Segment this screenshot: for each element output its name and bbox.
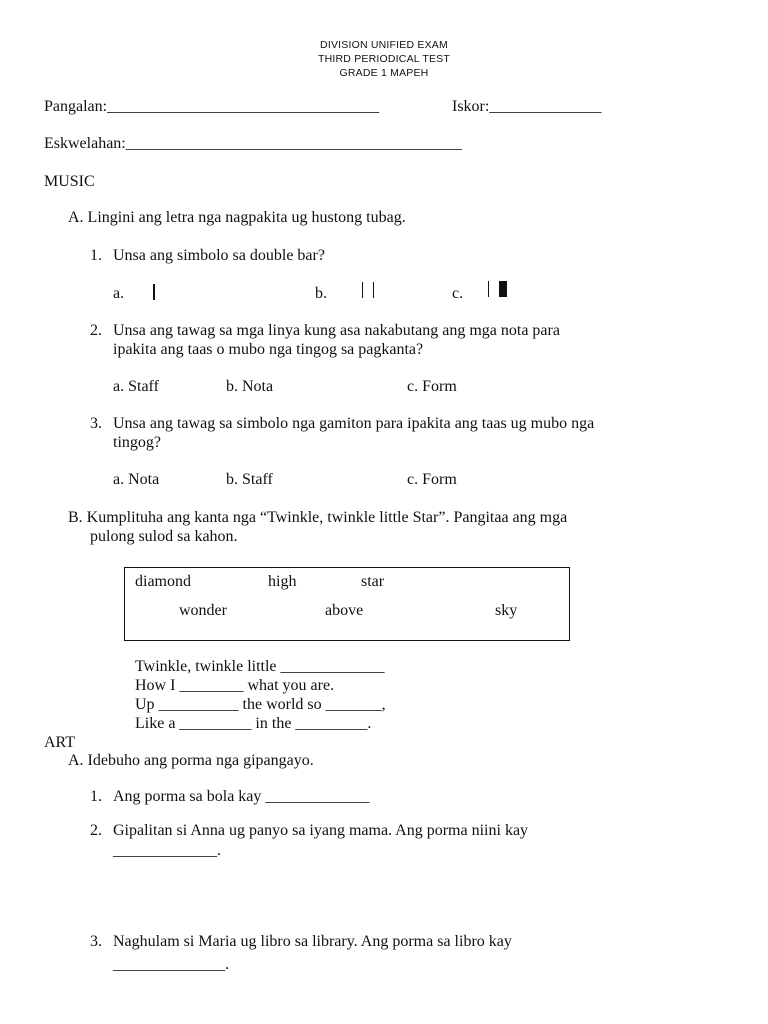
question-text-line1: Unsa ang tawag sa mga linya kung asa nakabutang ang mga nota para bbox=[113, 322, 560, 339]
song-line: How I ________ what you are. bbox=[135, 677, 335, 694]
question-text-line1: Unsa ang tawag sa simbolo nga gamiton para ipakita ang taas ug mubo nga bbox=[113, 415, 595, 432]
grade-title: GRADE 1 MAPEH bbox=[339, 67, 429, 79]
test-title: THIRD PERIODICAL TEST bbox=[318, 53, 450, 65]
choice-a: a. Staff bbox=[113, 378, 159, 395]
double-thin-barline-symbol-right bbox=[373, 282, 374, 298]
choice-c-label: c. bbox=[452, 285, 464, 302]
song-line: Twinkle, twinkle little _____________ bbox=[135, 658, 385, 675]
question-number: 2. bbox=[90, 322, 102, 339]
answer-blank: _____________. bbox=[113, 842, 221, 859]
question-number: 3. bbox=[90, 933, 102, 950]
school-field: Eskwelahan:__________________________________________ bbox=[44, 135, 462, 152]
word-box-item: above bbox=[325, 602, 364, 619]
choice-b-label: b. bbox=[315, 285, 327, 302]
question-number: 1. bbox=[90, 247, 102, 264]
art-part-a-instruction: A. Idebuho ang porma nga gipangayo. bbox=[68, 752, 314, 769]
music-part-b-instruction-line1: B. Kumplituha ang kanta nga “Twinkle, twinkle little Star”. Pangitaa ang mga bbox=[68, 509, 568, 526]
choice-c: c. Form bbox=[407, 471, 457, 488]
question-number: 3. bbox=[90, 415, 102, 432]
choice-a-label: a. bbox=[113, 285, 125, 302]
answer-blank: ______________. bbox=[113, 956, 229, 973]
question-number: 1. bbox=[90, 788, 102, 805]
final-barline-thick-symbol bbox=[499, 281, 507, 297]
choice-a: a. Nota bbox=[113, 471, 160, 488]
word-box-item: high bbox=[268, 573, 297, 590]
question-number: 2. bbox=[90, 822, 102, 839]
score-field: Iskor:______________ bbox=[452, 98, 602, 115]
song-line: Like a _________ in the _________. bbox=[135, 715, 372, 732]
final-barline-thin-symbol bbox=[488, 281, 489, 297]
music-part-a-instruction: A. Lingini ang letra nga nagpakita ug hustong tubag. bbox=[68, 209, 406, 226]
single-barline-symbol bbox=[153, 284, 155, 300]
exam-title: DIVISION UNIFIED EXAM bbox=[320, 39, 448, 51]
double-thin-barline-symbol-left bbox=[362, 282, 363, 298]
question-text-line2: tingog? bbox=[113, 434, 161, 451]
question-text-line1: Gipalitan si Anna ug panyo sa iyang mama. Ang porma niini kay bbox=[113, 822, 529, 839]
word-box-item: wonder bbox=[179, 602, 227, 619]
word-box-item: star bbox=[361, 573, 385, 590]
music-part-b-instruction-line2: pulong sulod sa kahon. bbox=[90, 528, 238, 545]
question-text-line2: ipakita ang taas o mubo nga tingog sa pagkanta? bbox=[113, 341, 424, 358]
word-box-item: diamond bbox=[135, 573, 191, 590]
question-text: Unsa ang simbolo sa double bar? bbox=[113, 247, 325, 264]
choice-c: c. Form bbox=[407, 378, 457, 395]
song-line: Up __________ the world so _______, bbox=[135, 696, 386, 713]
question-text-line1: Naghulam si Maria ug libro sa library. Ang porma sa libro kay bbox=[113, 933, 512, 950]
name-field: Pangalan:__________________________________ bbox=[44, 98, 380, 115]
word-box-item: sky bbox=[495, 602, 518, 619]
music-heading: MUSIC bbox=[44, 173, 95, 190]
question-text: Ang porma sa bola kay _____________ bbox=[113, 788, 370, 805]
art-heading: ART bbox=[44, 734, 76, 751]
choice-b: b. Staff bbox=[226, 471, 273, 488]
choice-b: b. Nota bbox=[226, 378, 274, 395]
